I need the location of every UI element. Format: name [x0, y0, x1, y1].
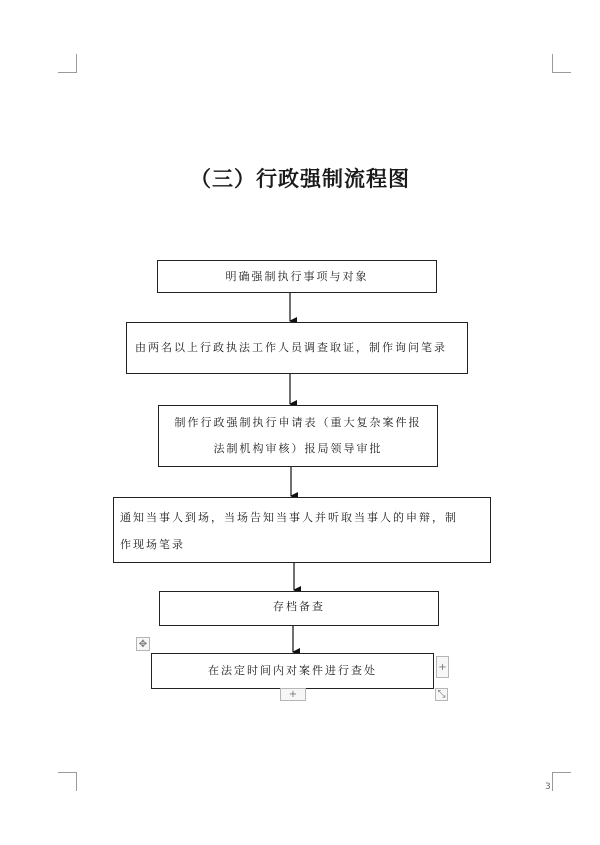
add-column-icon[interactable]: +	[436, 656, 449, 678]
flow-step-5-text: 存档备查	[273, 600, 325, 613]
page-number: 3	[545, 782, 551, 792]
flow-step-3-line-1: 制作行政强制执行申请表（重大复杂案件报	[174, 416, 422, 429]
flow-step-3[interactable]	[158, 405, 438, 467]
flow-step-6[interactable]	[151, 653, 434, 689]
flow-step-5[interactable]	[159, 591, 439, 626]
flow-step-2-text: 由两名以上行政执法工作人员调查取证，制作询问笔录	[135, 341, 447, 354]
flow-step-4-line-2: 作现场笔录	[120, 538, 185, 551]
add-row-icon[interactable]: +	[280, 688, 306, 701]
flow-step-4[interactable]	[113, 497, 491, 563]
flow-step-3-line-2: 法制机构审核）报局领导审批	[213, 442, 383, 455]
flow-step-2[interactable]	[126, 322, 468, 374]
flow-step-1[interactable]	[157, 260, 437, 293]
flow-step-6-text: 在法定时间内对案件进行查处	[208, 664, 377, 677]
table-move-handle-icon[interactable]: ✥	[136, 637, 150, 651]
page-title: （三）行政强制流程图	[190, 167, 410, 191]
table-resize-icon[interactable]: ⤡	[435, 688, 448, 701]
flow-step-4-line-1: 通知当事人到场，当场告知当事人并听取当事人的申辩，制	[120, 511, 458, 524]
flow-step-1-text: 明确强制执行事项与对象	[225, 269, 369, 283]
